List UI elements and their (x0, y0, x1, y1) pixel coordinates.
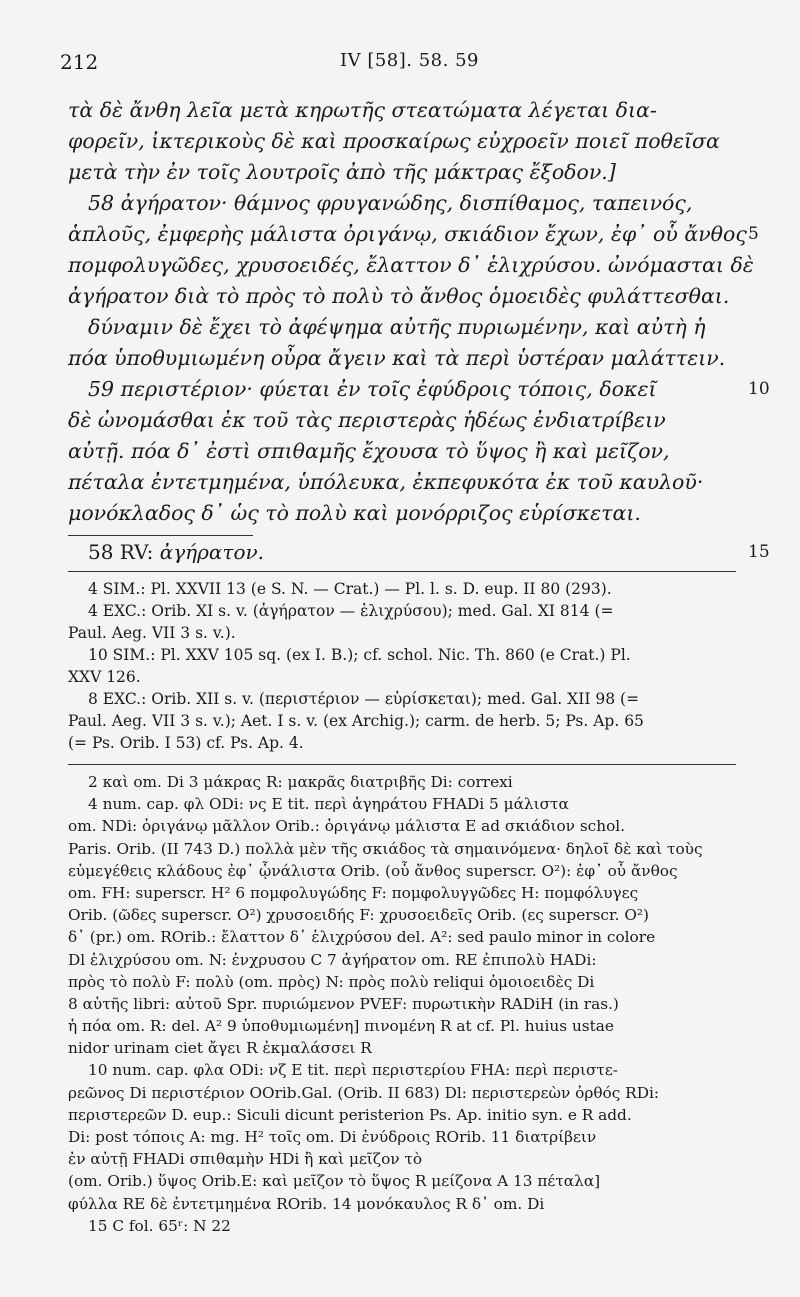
text-line (68, 281, 736, 312)
testimonia-line-text: 10 SIM.: Pl. XXV 105 sq. (ex I. B.); cf. schol. Nic. Th. 860 (e Crat.) Pl. (88, 646, 631, 664)
text-line-text: δὲ ὠνομάσθαι ἐκ τοῦ τὰς περιστερὰς ἡδέως ἐνδιατρίβειν (68, 408, 666, 432)
apparatus-line (68, 1015, 736, 1037)
line-number: 15 (748, 542, 770, 562)
apparatus-line-text: nidor urinam ciet ἄγει R ἐκμαλάσσει R (68, 1039, 372, 1058)
apparatus-line-text: πρὸς τὸ πολὺ F: πολὺ (om. πρὸς) N: πρὸς πολὺ reliqui ὁμοιοειδὲς Di (68, 972, 595, 991)
page-header (60, 50, 740, 80)
apparatus-line (68, 904, 736, 926)
testimonia-line (68, 644, 736, 666)
apparatus-line (68, 1104, 736, 1126)
text-line-text: πομφολυγῶδες, χρυσοειδές, ἔλαττον δ᾽ ἑλιχρύσου. ὠνόμασται δὲ (68, 253, 754, 277)
running-head: IV [58]. 58. 59 (340, 50, 479, 71)
divider-testimonia (68, 571, 736, 572)
testimonia-line (68, 578, 736, 600)
testimonia-line (68, 710, 736, 732)
apparatus-line-text: ἡ πόα om. R: del. A² 9 ὑποθυμιωμένη] πινομένη R at cf. Pl. huius ustae (68, 1017, 614, 1036)
greek-text-block (68, 95, 770, 529)
apparatus-line (68, 971, 736, 993)
main-text (68, 95, 770, 1237)
text-line-text: μετὰ τὴν ἐν τοῖς λουτροῖς ἀπὸ τῆς μάκτρας ἔξοδον.] (68, 160, 616, 184)
testimonia-line-text: Paul. Aeg. VII 3 s. v.); Aet. I s. v. (ex Archig.); carm. de herb. 5; Ps. Ap. 65 (68, 712, 644, 730)
apparatus-line-text: ἐν αὐτῇ FHADi σπιθαμὴν HDi ἢ καὶ μεῖζον τὸ (68, 1150, 423, 1169)
testimonia-block (68, 578, 736, 754)
text-line (68, 219, 759, 250)
apparatus-line (68, 815, 736, 837)
text-line (68, 312, 736, 343)
apparatus-line-text: Paris. Orib. (II 743 D.) πολλὰ μὲν τῆς σκιάδος τὰ σημαινόμενα· δηλοῖ δὲ καὶ τοὺς (68, 839, 703, 858)
testimonia-line (68, 622, 736, 644)
apparatus-line-text: 4 num. cap. φλ ODi: νς E tit. περὶ ἀγηράτου FHADi 5 μάλιστα (88, 795, 569, 814)
apparatus-line-text: περιστερεῶν D. eup.: Siculi dicunt peristerion Ps. Ap. initio syn. e R add. (68, 1105, 632, 1124)
text-line (68, 343, 736, 374)
testimonia-line (68, 688, 736, 710)
apparatus-line-text: δ᾽ (pr.) om. ROrib.: ἔλαττον δ᾽ ἑλιχρύσου del. A²: sed paulo minor in colore (68, 928, 656, 947)
apparatus-line-text: φύλλα RE δὲ ἐντετμημένα ROrib. 14 μονόκαυλος R δ᾽ om. Di (68, 1194, 545, 1213)
text-line (68, 498, 736, 529)
testimonia-line (68, 666, 736, 688)
apparatus-line (68, 993, 736, 1015)
apparatus-line (68, 1215, 736, 1237)
testimonia-line-text: (= Ps. Orib. I 53) cf. Ps. Ap. 4. (68, 734, 304, 752)
text-line-text: ἁπλοῦς, ἐμφερὴς μάλιστα ὀριγάνῳ, σκιάδιον ἔχων, ἐφ᾽ οὗ ἄνθος (68, 222, 747, 246)
apparatus-line-text: Di: post τόποις A: mg. H² τοῖς om. Di ἐνύδροις ROrib. 11 διατρίβειν (68, 1128, 597, 1146)
testimonia-line (68, 600, 736, 622)
apparatus-line (68, 860, 736, 882)
text-line (68, 405, 736, 436)
text-line-text: αὐτῇ. πόα δ᾽ ἐστὶ σπιθαμῆς ἔχουσα τὸ ὕψος ἢ καὶ μεῖζον, (68, 439, 670, 463)
apparatus-line-text: εὐμεγέθεις κλάδους ἐφ᾽ ᾧνάλιστα Orib. (οὗ ἄνθος superscr. O²): ἐφ᾽ οὗ ἄνθος (68, 861, 678, 880)
text-line (68, 467, 736, 498)
text-line (68, 157, 736, 188)
text-line (68, 436, 736, 467)
text-line-text: φορεῖν, ἰκτερικοὺς δὲ καὶ προσκαίρως εὐχροεῖν ποιεῖ ποθεῖσα (68, 129, 720, 153)
text-line-text: δύναμιν δὲ ἔχει τὸ ἀφέψημα αὐτῆς πυριωμένην, καὶ αὐτὴ ἡ (88, 315, 706, 339)
testimonia-line-text: 8 EXC.: Orib. XII s. v. (περιστέριον — εὑρίσκεται); med. Gal. XII 98 (= (88, 690, 640, 708)
text-line (68, 126, 736, 157)
apparatus-line (68, 771, 736, 793)
subheading-label: 58 RV: (88, 540, 154, 564)
apparatus-line-text: Dl ἑλιχρύσου om. N: ἐνχρυσου C 7 ἀγήρατον om. RE ἐπιπολὺ HADi: (68, 950, 597, 969)
page-number: 212 (60, 50, 99, 74)
apparatus-line (68, 1126, 736, 1148)
apparatus-line-text: 15 C fol. 65ʳ: N 22 (88, 1216, 231, 1235)
apparatus-line (68, 1148, 736, 1170)
apparatus-line-text: 8 αὐτῆς libri: αὐτοῦ Spr. πυριώμενον PVEF: πυρωτικὴν RADiH (in ras.) (68, 994, 619, 1013)
apparatus-line (68, 949, 736, 971)
testimonia-line-text: 4 SIM.: Pl. XXVII 13 (e S. N. — Crat.) — Pl. l. s. D. eup. II 80 (293). (88, 580, 612, 598)
text-line-text: 58 ἀγήρατον· θάμνος φρυγανώδης, δισπίθαμος, ταπεινός, (88, 191, 693, 215)
apparatus-line-text: 2 καὶ om. Di 3 μάκρας R: μακρᾶς διατριβῆς Di: correxi (88, 773, 513, 791)
apparatus-line (68, 926, 736, 948)
text-line (68, 374, 770, 405)
subheading (68, 538, 770, 566)
apparatus-line (68, 1037, 736, 1059)
divider-short (68, 535, 253, 536)
testimonia-line (68, 732, 736, 754)
apparatus-line-text: 10 num. cap. φλα ODi: νζ E tit. περὶ περιστερίου FHA: περὶ περιστε- (88, 1061, 618, 1080)
text-line (68, 188, 736, 219)
critical-apparatus (68, 771, 736, 1237)
subheading-greek: ἀγήρατον. (159, 540, 265, 564)
testimonia-line-text: 4 EXC.: Orib. XI s. v. (ἀγήρατον — ἑλιχρύσου); med. Gal. XI 814 (= (88, 602, 614, 620)
text-line-text: πέταλα ἐντετμημένα, ὑπόλευκα, ἐκπεφυκότα ἐκ τοῦ καυλοῦ· (68, 470, 704, 494)
text-line (68, 250, 754, 281)
apparatus-line (68, 793, 736, 815)
line-number: 5 (748, 224, 759, 244)
apparatus-line (68, 1193, 736, 1215)
apparatus-line-text: (om. Orib.) ὕψος Orib.E: καὶ μεῖζον τὸ ὕψος R μείζονα A 13 πέταλα] (68, 1172, 601, 1191)
apparatus-line (68, 1059, 736, 1081)
apparatus-line (68, 1082, 736, 1104)
apparatus-line (68, 1170, 736, 1192)
apparatus-line (68, 882, 736, 904)
apparatus-line-text: om. NDi: ὀριγάνῳ μᾶλλον Orib.: ὀριγάνῳ μάλιστα E ad σκιάδιον schol. (68, 817, 626, 836)
apparatus-line-text: om. FH: superscr. H² 6 πομφολυγώδης F: πομφολυγγῶδες H: πομφόλυγες (68, 883, 639, 902)
text-line (68, 95, 736, 126)
apparatus-line-text: ρεῶνος Di περιστέριον OOrib.Gal. (Orib. II 683) Dl: περιστερεὼν ὀρθός RDi: (68, 1083, 660, 1102)
text-line-text: ἀγήρατον διὰ τὸ πρὸς τὸ πολὺ τὸ ἄνθος ὁμοειδὲς φυλάττεσθαι. (68, 284, 730, 308)
testimonia-line-text: Paul. Aeg. VII 3 s. v.). (68, 624, 236, 642)
apparatus-line-text: Orib. (ῶδες superscr. O²) χρυσοειδής F: χρυσοειδεῖς Orib. (ες superscr. O²) (68, 906, 649, 925)
divider-apparatus (68, 764, 736, 765)
line-number: 10 (748, 379, 770, 399)
text-line-text: 59 περιστέριον· φύεται ἐν τοῖς ἐφύδροις τόποις, δοκεῖ (88, 377, 657, 401)
testimonia-line-text: XXV 126. (68, 668, 141, 686)
text-line-text: τὰ δὲ ἄνθη λεῖα μετὰ κηρωτῆς στεατώματα λέγεται δια- (68, 98, 657, 122)
text-line-text: μονόκλαδος δ᾽ ὡς τὸ πολὺ καὶ μονόρριζος εὑρίσκεται. (68, 501, 641, 525)
text-line-text: πόα ὑποθυμιωμένη οὖρα ἄγειν καὶ τὰ περὶ ὑστέραν μαλάττειν. (68, 346, 726, 370)
apparatus-line (68, 838, 736, 860)
